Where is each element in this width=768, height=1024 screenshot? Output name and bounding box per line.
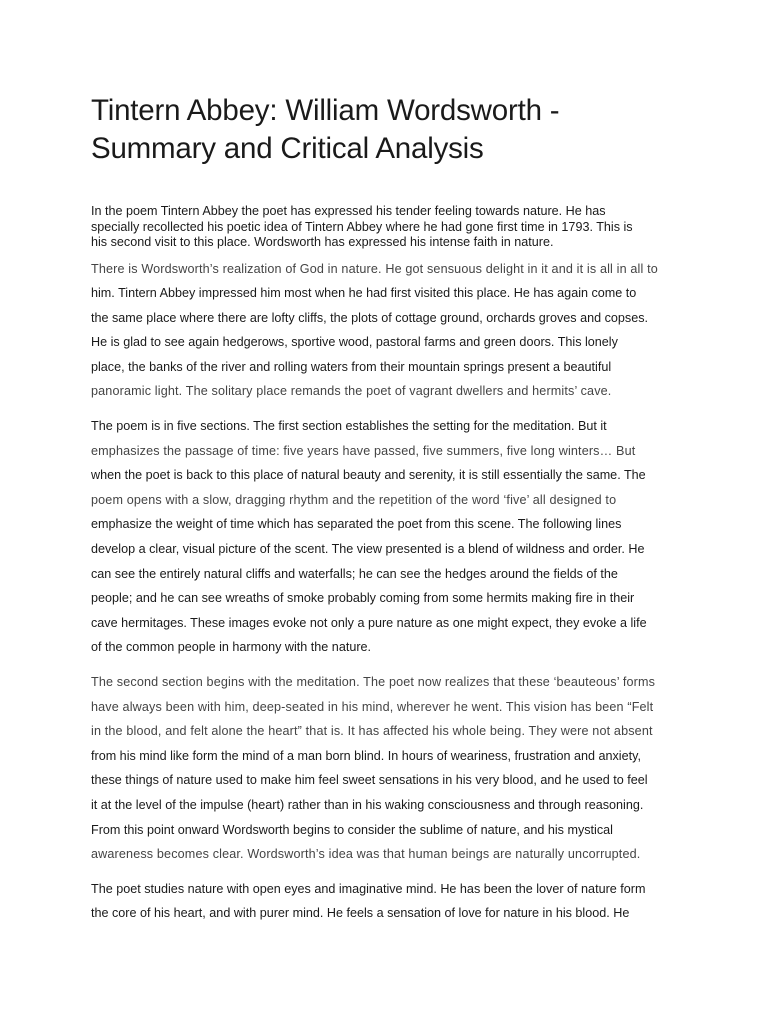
text-line: emphasize the weight of time which has separated the poet from this scene. The following lines — [91, 517, 622, 532]
text-line: him. Tintern Abbey impressed him most when he had first visited this place. He has again come to — [91, 286, 637, 301]
text-line: He is glad to see again hedgerows, sportive wood, pastoral farms and green doors. This lonely — [91, 335, 618, 350]
text-line: cave hermitages. These images evoke not only a pure nature as one might expect, they evoke a life — [91, 615, 647, 630]
document-page — [91, 92, 687, 926]
text-line: The poet studies nature with open eyes and imaginative mind. He has been the lover of nature form — [91, 881, 646, 896]
text-line: The second section begins with the meditation. The poet now realizes that these ‘beauteous’ forms — [91, 675, 656, 689]
text-line: from his mind like form the mind of a man born blind. In hours of weariness, frustration and anxiety, — [91, 748, 641, 763]
text-line: In the poem Tintern Abbey the poet has expressed his tender feeling towards nature. He has — [91, 204, 606, 218]
text-line: develop a clear, visual picture of the scent. The view presented is a blend of wildness and order. He — [91, 542, 645, 557]
text-line: when the poet is back to this place of natural beauty and serenity, it is still essentially the same. The — [91, 468, 646, 483]
text-line: these things of nature used to make him feel sweet sensations in his very blood, and he used to feel — [91, 773, 648, 788]
text-line: have always been with him, deep-seated in his mind, wherever he went. This vision has been “Felt — [91, 699, 654, 714]
text-line: There is Wordsworth’s realization of God in nature. He got sensuous delight in it and it is all in all to — [91, 261, 658, 276]
intro-paragraph — [91, 204, 687, 251]
title-line: Summary and Critical Analysis — [91, 132, 484, 165]
text-line: The poem is in five sections. The first section establishes the setting for the meditation. But it — [91, 419, 607, 434]
text-line: his second visit to this place. Wordsworth has expressed his intense faith in nature. — [91, 235, 554, 249]
text-line: place, the banks of the river and rolling waters from their mountain springs present a beautiful — [91, 359, 612, 374]
text-line: can see the entirely natural cliffs and waterfalls; he can see the hedges around the fields of the — [91, 566, 618, 581]
text-line: From this point onward Wordsworth begins to consider the sublime of nature, and his mystical — [91, 822, 613, 837]
text-line: people; and he can see wreaths of smoke probably coming from some hermits making fire in their — [91, 591, 635, 606]
title-line: Tintern Abbey: William Wordsworth - — [91, 94, 560, 127]
text-line: the same place where there are lofty cliffs, the plots of cottage ground, orchards groves and copses. — [91, 310, 649, 325]
text-line: panoramic light. The solitary place remands the poet of vagrant dwellers and hermits’ cave. — [91, 384, 612, 399]
text-line: in the blood, and felt alone the heart” that is. It has affected his whole being. They were not absent — [91, 724, 653, 739]
text-line: it at the level of the impulse (heart) rather than in his waking consciousness and through reasoning. — [91, 797, 644, 812]
text-line: poem opens with a slow, dragging rhythm and the repetition of the word ‘five’ all designed to — [91, 492, 617, 507]
body-paragraph-4 — [91, 877, 687, 926]
text-line: awareness becomes clear. Wordsworth’s idea was that human beings are naturally uncorrupted. — [91, 847, 641, 862]
body-paragraph-1 — [91, 257, 687, 405]
text-line: specially recollected his poetic idea of Tintern Abbey where he had gone first time in 1793. This is — [91, 219, 633, 234]
page-title — [91, 92, 687, 168]
text-line: the core of his heart, and with purer mind. He feels a sensation of love for nature in his blood. He — [91, 906, 630, 921]
text-line: of the common people in harmony with the nature. — [91, 640, 372, 655]
body-paragraph-3 — [91, 670, 687, 867]
body-paragraph-2 — [91, 414, 687, 660]
text-line: emphasizes the passage of time: five years have passed, five summers, five long winters… But — [91, 443, 636, 458]
